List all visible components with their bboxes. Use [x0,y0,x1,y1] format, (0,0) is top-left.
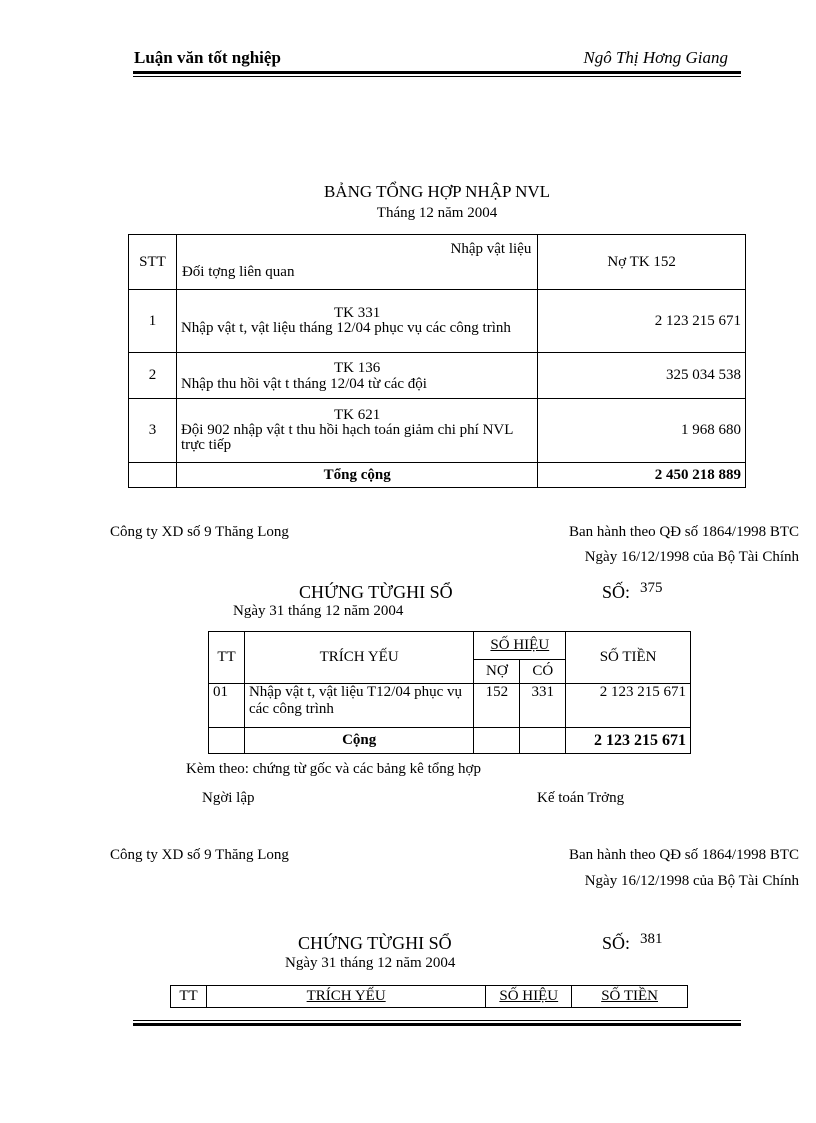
table-row [209,684,691,728]
col-so-tien: SỐ TIỀN [572,986,688,1008]
row-stt: 3 [129,399,177,463]
row-desc: Đội 902 nhập vật t thu hồi hạch toán giảm chi phí NVL trực tiếp [180,422,513,453]
decree-line-2: Ngày 16/12/1998 của Bộ Tài Chính [584,549,799,565]
total-label: Tổng cộng [176,463,537,488]
row-tk: TK 621 [334,407,381,423]
total-amount: 2 123 215 671 [566,728,691,754]
voucher-total-row [209,728,691,754]
summary-title: BẢNG TỔNG HỢP NHẬP NVL [323,182,551,201]
total-empty [209,728,245,754]
header-rule-thick [133,71,741,74]
row-desc: Nhập vật t, vật liệu T12/04 phục vụ các công trình [244,684,473,728]
company-name: Công ty XD số 9 Thăng Long [110,524,289,540]
col-so-hieu: SỐ HIỆU [486,986,572,1008]
row-stt: 2 [129,353,177,399]
voucher-number: 375 [640,580,663,596]
row-amount: 325 034 538 [538,353,746,399]
row-desc: Nhập vật t, vật liệu tháng 12/04 phục vụ các công trình [180,320,511,336]
row-stt: 1 [129,290,177,353]
decree-line-1: Ban hành theo QĐ số 1864/1998 BTC [569,524,799,540]
row-tk: TK 331 [334,305,381,321]
company-name: Công ty XD số 9 Thăng Long [110,847,289,863]
signature-preparer: Ngời lập [202,790,255,806]
col-trich-yeu: TRÍCH YẾU [244,632,473,684]
table-row [129,290,746,353]
footer-rule-thick [133,1023,741,1026]
attachment-note: Kèm theo: chứng từ gốc và các bảng kê tổng hợp [186,761,481,777]
summary-header-row [129,235,746,290]
voucher-number-label: SỐ: [602,582,631,602]
voucher-title: CHỨNG TỪGHI SỔ [299,582,453,602]
col-trich-yeu: TRÍCH YẾU [206,986,485,1008]
col-no: NỢ [474,660,520,684]
summary-table [128,234,746,488]
row-desc-cell [176,290,537,353]
decree-line-1: Ban hành theo QĐ số 1864/1998 BTC [569,847,799,863]
table-row [129,399,746,463]
summary-total-row [129,463,746,488]
total-label: Cộng [244,728,473,754]
footer-rule-thin [133,1020,741,1021]
table-row [129,353,746,399]
row-desc-cell [176,353,537,399]
col-so-tien: SỐ TIỀN [566,632,691,684]
col-nhap-label: Nhập vật liệu [450,241,532,257]
voucher-number-label: SỐ: [602,933,631,953]
col-doi-tuong [176,235,537,290]
col-no-tk: Nợ TK 152 [538,235,746,290]
decree-line-2: Ngày 16/12/1998 của Bộ Tài Chính [584,873,799,889]
row-tk: TK 136 [334,359,381,376]
header-left: Luận văn tốt nghiệp [134,48,281,67]
total-empty [474,728,520,754]
col-co: CÓ [520,660,566,684]
total-amount: 2 450 218 889 [538,463,746,488]
col-tt: TT [209,632,245,684]
voucher-table [208,631,691,754]
voucher-date: Ngày 31 tháng 12 năm 2004 [285,955,456,971]
col-doi-tuong-label: Đối tợng liên quan [181,264,295,280]
col-stt: STT [129,235,177,290]
total-empty [520,728,566,754]
voucher-date: Ngày 31 tháng 12 năm 2004 [233,603,404,619]
row-no: 152 [474,684,520,728]
row-co: 331 [520,684,566,728]
header-rule-thin [133,76,741,77]
row-amount: 2 123 215 671 [566,684,691,728]
row-desc: Nhập thu hồi vật t tháng 12/04 từ các đội [180,375,427,392]
header-right: Ngô Thị Hơng Giang [583,48,728,67]
col-so-hieu: SỐ HIỆU [474,632,566,660]
row-desc-cell [176,399,537,463]
voucher-number: 381 [640,931,663,947]
row-tt: 01 [209,684,245,728]
row-amount: 1 968 680 [538,399,746,463]
voucher-title: CHỨNG TỪGHI SỔ [298,933,452,953]
signature-chief-accountant: Kế toán Trởng [537,790,625,806]
total-empty [129,463,177,488]
voucher-table [170,985,688,1008]
col-tt: TT [171,986,207,1008]
row-amount: 2 123 215 671 [538,290,746,353]
summary-subtitle: Tháng 12 năm 2004 [376,205,498,221]
